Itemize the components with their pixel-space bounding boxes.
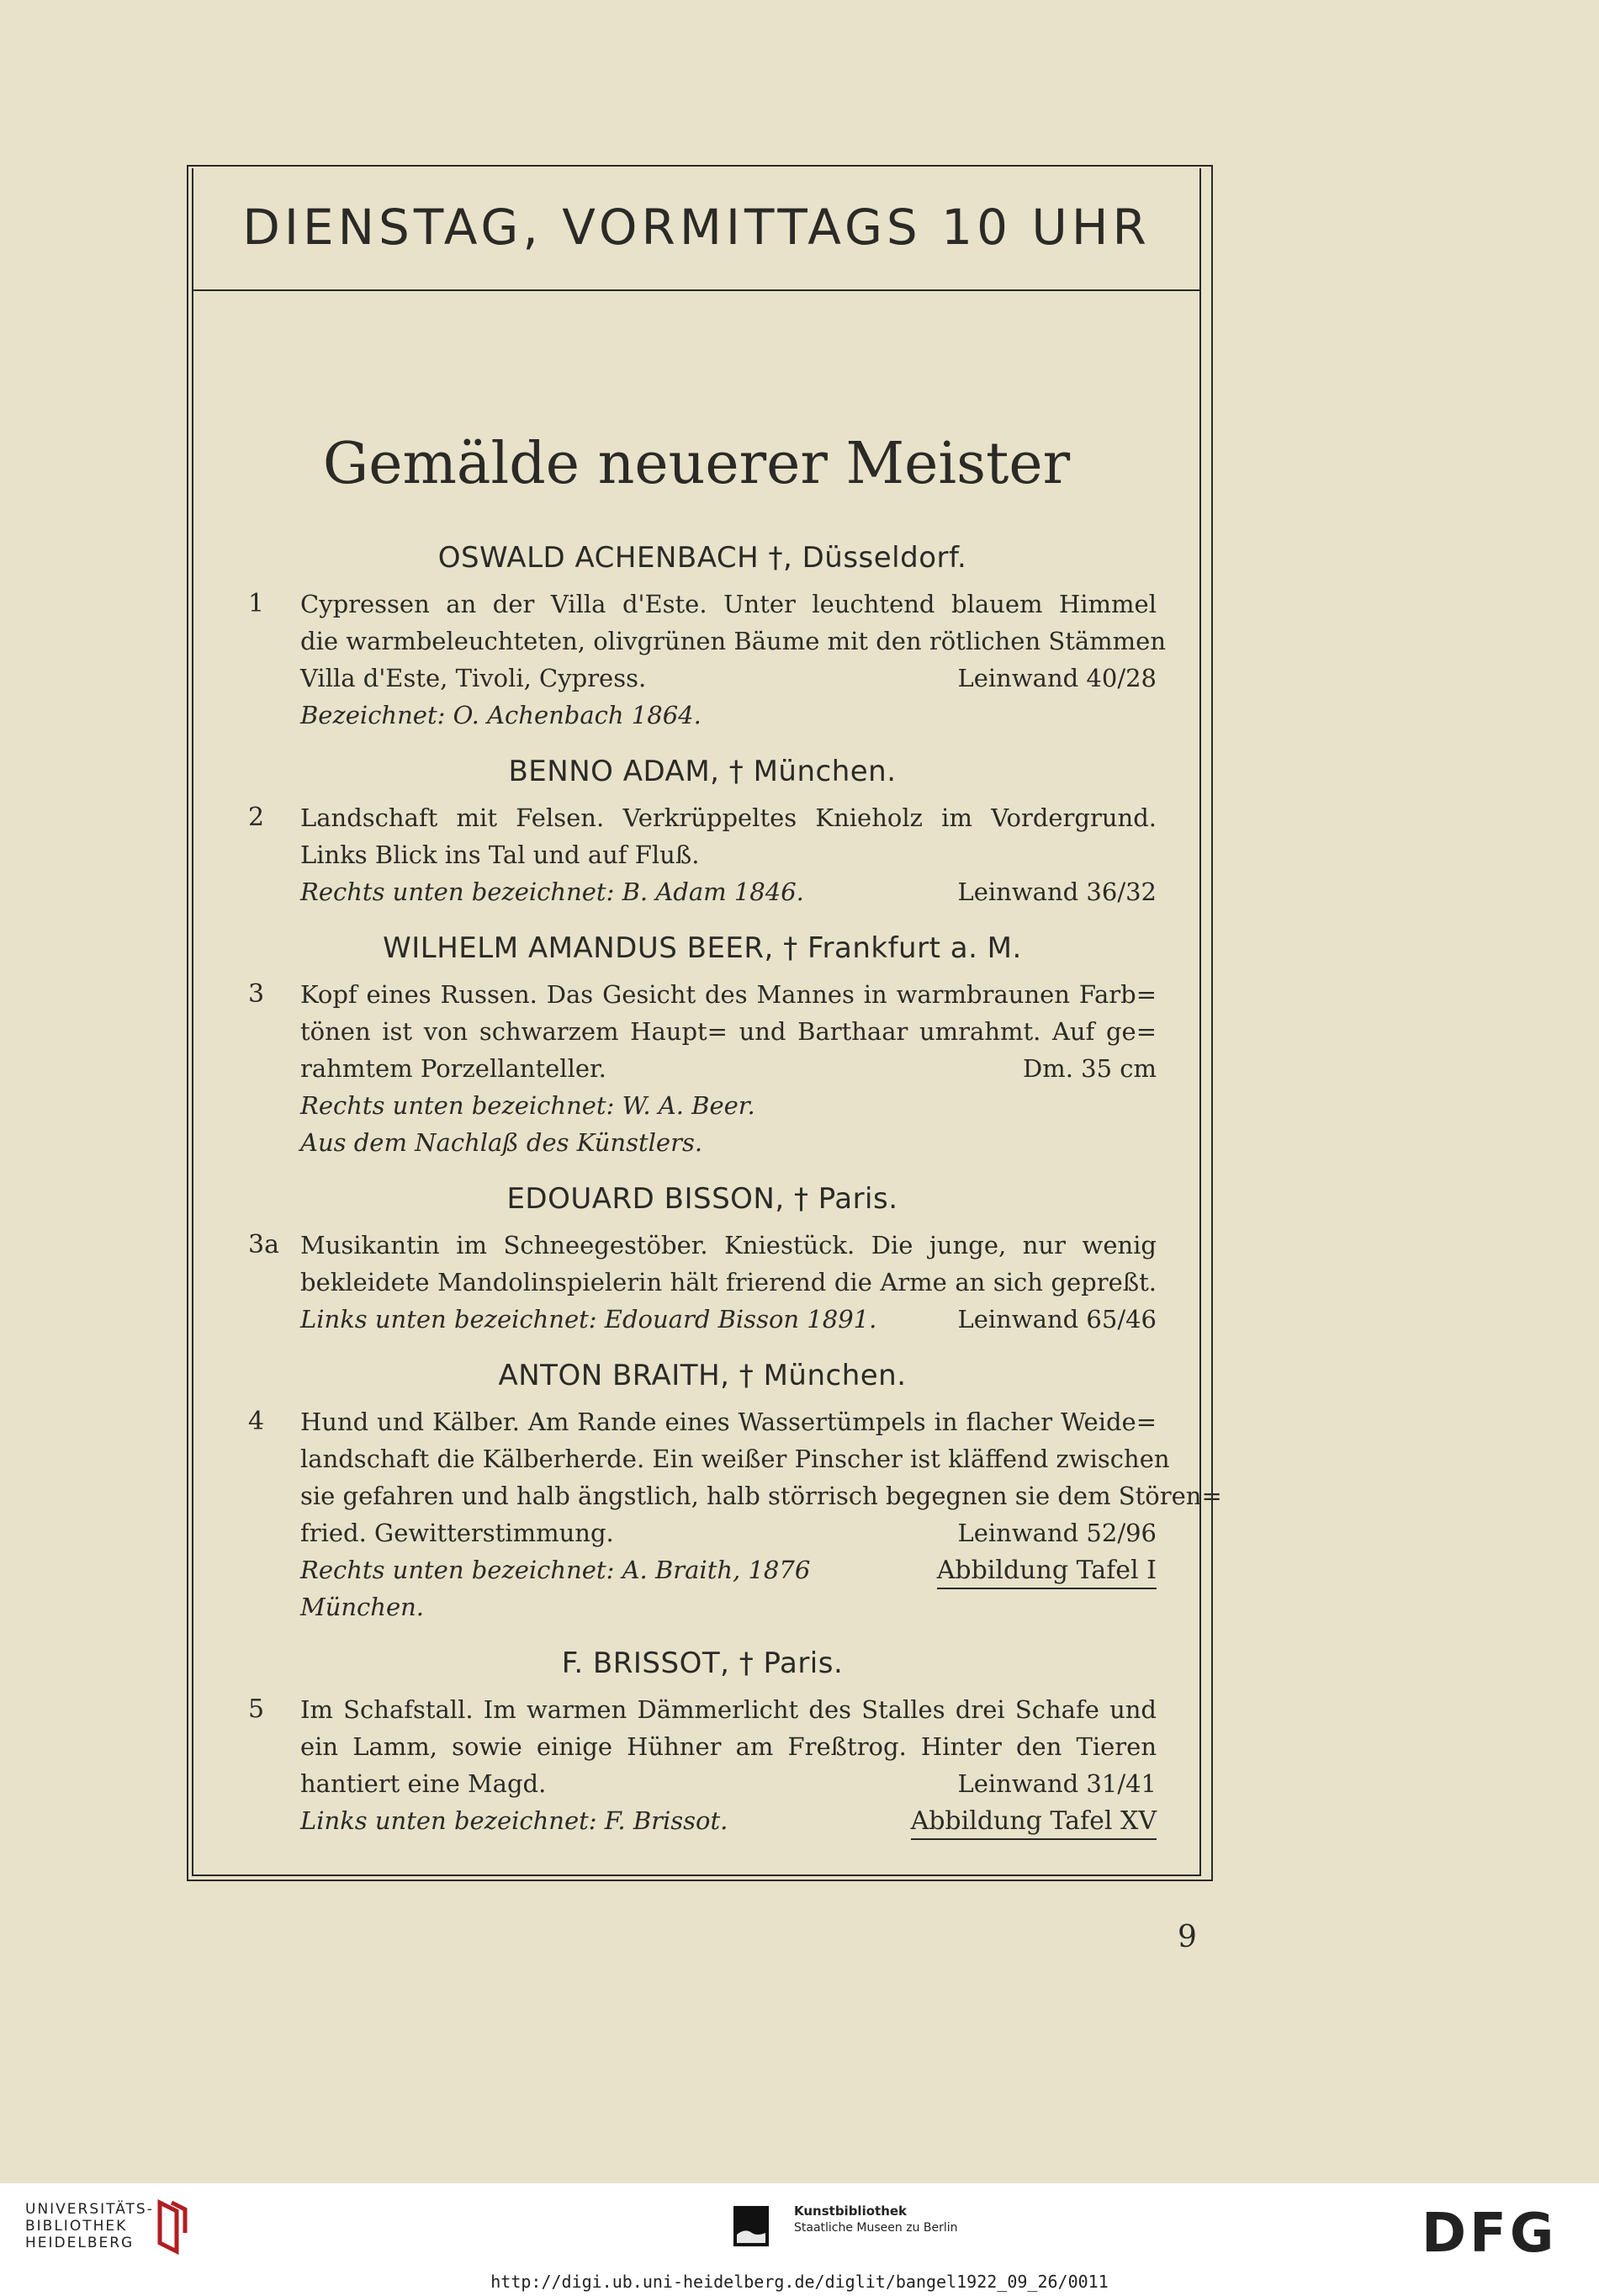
ub-heidelberg-label: UNIVERSITÄTS- BIBLIOTHEK HEIDELBERG <box>25 2201 154 2251</box>
lot-number: 1 <box>248 589 265 618</box>
section-title: Gemälde neuerer Meister <box>322 431 1071 497</box>
signature-note: Links unten bezeichnet: F. Brissot. <box>300 1806 728 1835</box>
plate-reference: Abbildung Tafel XV <box>911 1805 1157 1840</box>
kunstbibliothek-logo-icon <box>732 2204 770 2248</box>
page-number: 9 <box>1178 1920 1197 1954</box>
description-line: rahmtem Porzellanteller. <box>300 1054 606 1083</box>
lot-number: 3 <box>248 979 265 1009</box>
catalogue-entry <box>248 1227 1157 1338</box>
description-line: hantiert eine Magd. <box>300 1769 547 1798</box>
description-line: Musikantin im Schneegestöber. Kniestück. Die junge, nur wenig <box>300 1231 1157 1259</box>
artist-heading: OSWALD ACHENBACH †, Düsseldorf. <box>437 541 967 575</box>
support-dimensions: Dm. 35 cm <box>1022 1054 1157 1083</box>
lot-number: 4 <box>248 1407 265 1436</box>
support-dimensions: Leinwand 52/96 <box>957 1519 1157 1547</box>
header-rule <box>192 289 1201 291</box>
artist-heading: WILHELM AMANDUS BEER, † Frankfurt a. M. <box>383 931 1022 965</box>
description-line: landschaft die Kälberherde. Ein weißer Pinscher ist kläffend zwischen <box>300 1445 1170 1473</box>
description-line: Im Schafstall. Im warmen Dämmerlicht des Stalles drei Schafe und <box>300 1695 1157 1724</box>
support-dimensions: Leinwand 36/32 <box>957 878 1157 906</box>
description-line: sie gefahren und halb ängstlich, halb störrisch begegnen sie dem Stören= <box>300 1482 1222 1510</box>
support-dimensions: Leinwand 65/46 <box>957 1305 1157 1334</box>
description-line: fried. Gewitterstimmung. <box>300 1519 614 1547</box>
description-line: ein Lamm, sowie einige Hühner am Freßtrog. Hinter den Tieren <box>300 1732 1157 1761</box>
provenance-note: Aus dem Nachlaß des Künstlers. <box>300 1128 703 1157</box>
support-dimensions: Leinwand 40/28 <box>957 664 1157 692</box>
catalogue-entry <box>248 586 1167 734</box>
description-line: Villa d'Este, Tivoli, Cypress. <box>300 664 647 692</box>
signature-note: Rechts unten bezeichnet: B. Adam 1846. <box>300 878 804 906</box>
plate-reference: Abbildung Tafel I <box>937 1554 1157 1589</box>
description-line: bekleidete Mandolinspielerin hält frierend die Arme an sich gepreßt. <box>300 1268 1157 1296</box>
lot-number: 5 <box>248 1694 265 1724</box>
artist-heading: F. BRISSOT, † Paris. <box>561 1646 844 1680</box>
catalogue-entries <box>248 532 1222 1840</box>
catalogue-entry <box>248 1403 1222 1625</box>
dfg-logo: DFG <box>1422 2203 1558 2265</box>
description-line: die warmbeleuchteten, olivgrünen Bäume mit den rötlichen Stämmen <box>300 627 1167 655</box>
catalogue-entry <box>248 976 1157 1161</box>
description-line: Cypressen an der Villa d'Este. Unter leuchtend blauem Himmel <box>300 590 1157 618</box>
kunstbibliothek-label: Kunstbibliothek Staatliche Museen zu Berlin <box>794 2203 958 2235</box>
signature-note: Rechts unten bezeichnet: A. Braith, 1876 München. <box>300 1556 811 1621</box>
description-line: tönen ist von schwarzem Haupt= und Barthaar umrahmt. Auf ge= <box>300 1017 1157 1046</box>
session-heading: DIENSTAG, VORMITTAGS 10 UHR <box>242 199 1151 256</box>
lot-number: 2 <box>248 803 265 832</box>
description-line: Links Blick ins Tal und auf Fluß. <box>300 840 700 869</box>
signature-note: Bezeichnet: O. Achenbach 1864. <box>300 701 702 729</box>
signature-note: Links unten bezeichnet: Edouard Bisson 1891. <box>300 1305 877 1334</box>
artist-heading: EDOUARD BISSON, † Paris. <box>506 1182 898 1216</box>
description-line: Kopf eines Russen. Das Gesicht des Mannes in warmbraunen Farb= <box>300 980 1157 1009</box>
description-line: Landschaft mit Felsen. Verkrüppeltes Knieholz im Vordergrund. <box>300 803 1157 832</box>
artist-heading: ANTON BRAITH, † München. <box>498 1359 907 1392</box>
catalogue-entry <box>248 1691 1157 1840</box>
signature-note: Rechts unten bezeichnet: W. A. Beer. <box>300 1091 755 1120</box>
lot-number: 3a <box>248 1230 279 1259</box>
ub-heidelberg-logo-icon <box>148 2199 190 2255</box>
support-dimensions: Leinwand 31/41 <box>957 1769 1157 1798</box>
catalogue-entry <box>248 799 1157 910</box>
artist-heading: BENNO ADAM, † München. <box>508 755 897 788</box>
permalink-url[interactable]: http://digi.ub.uni-heidelberg.de/diglit/bangel1922_09_26/0011 <box>490 2272 1109 2292</box>
description-line: Hund und Kälber. Am Rande eines Wassertümpels in flacher Weide= <box>300 1408 1157 1436</box>
